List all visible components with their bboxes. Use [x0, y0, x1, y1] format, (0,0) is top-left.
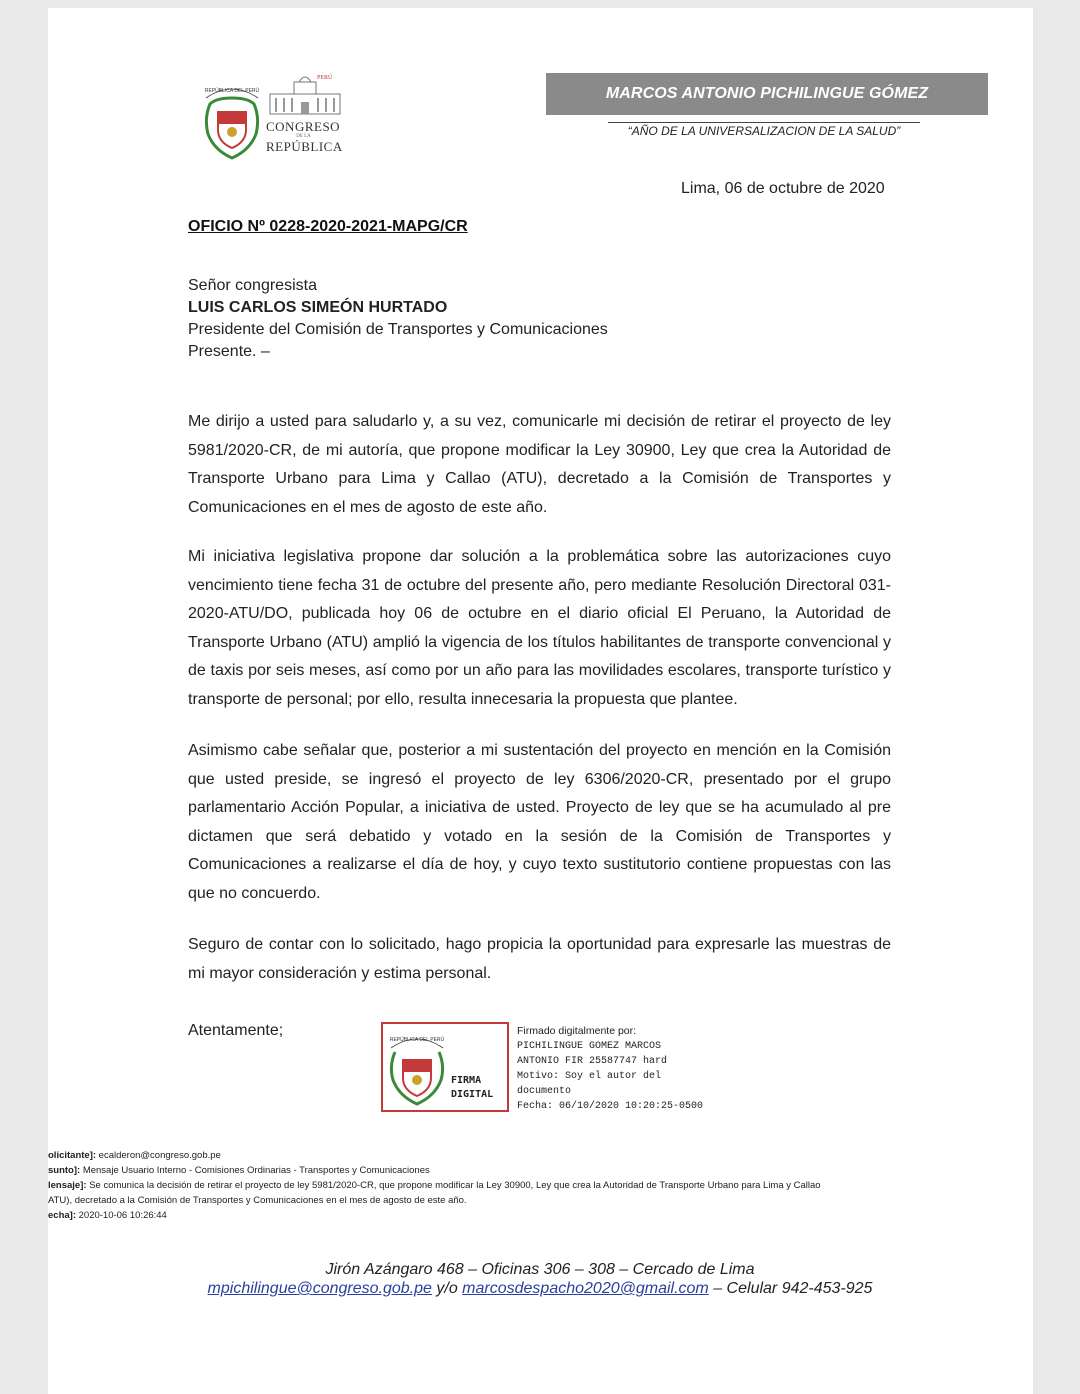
signer-line-2: ANTONIO FIR 25587747 hard — [517, 1056, 668, 1067]
recipient-presente: Presente. – — [188, 343, 270, 360]
oficio-number: OFICIO Nº 0228-2020-2021-MAPG/CR — [188, 218, 468, 235]
email-metadata — [48, 1148, 988, 1223]
svg-text:REPÚBLICA DEL PERÚ: REPÚBLICA DEL PERÚ — [204, 88, 260, 94]
signer-line-1: PICHILINGUE GOMEZ MARCOS — [517, 1041, 662, 1052]
meta-fecha: echa]: 2020-10-06 10:26:44 — [48, 1210, 167, 1221]
body-paragraph: Mi iniciativa legislativa propone dar solución a la problemática sobre las autorizaciones cuyo vencimiento tiene fecha 31 de octubre del presente año, pero mediante Resolución Directoral 031-2020-ATU/DO, publicada hoy 06 de octubre en el diario oficial El Peruano, la Autoridad de Transporte Urbano (ATU) amplió la vigencia de los títulos habilitantes de transporte convencional y de taxis por seis meses, así como por un año para las movilidades escolares, transporte turístico y transporte de personal; por ello, resulta innecesaria la propuesta que plantee. — [188, 548, 891, 708]
signature-date: Fecha: 06/10/2020 10:20:25-0500 — [517, 1101, 704, 1112]
email-link-congreso[interactable]: mpichilingue@congreso.gob.pe — [207, 1280, 432, 1297]
peru-seal-icon — [385, 1028, 449, 1108]
recipient-name: LUIS CARLOS SIMEÓN HURTADO — [188, 299, 448, 316]
motivo-line-2: documento — [517, 1086, 572, 1097]
logo-peru-label: PERÚ — [317, 75, 333, 81]
recipient-block — [188, 275, 608, 363]
digital-signature-stamp — [381, 1022, 509, 1112]
footer-phone: – Celular 942-453-925 — [708, 1280, 873, 1297]
recipient-salutation: Señor congresista — [188, 277, 317, 294]
svg-text:REPÚBLICA DEL PERÚ: REPÚBLICA DEL PERÚ — [389, 1037, 445, 1043]
body-paragraph: Me dirijo a usted para saludarlo y, a su vez, comunicarle mi decisión de retirar el proyecto de ley 5981/2020-CR, de mi autoría, que propone modificar la Ley 30900, Ley que crea la Autoridad de Transporte Urbano para Lima y Callao (ATU), decretado a la Comisión de Transportes y Comunicaciones en el mes de agosto de este año. — [188, 413, 891, 516]
meta-asunto: sunto]: Mensaje Usuario Interno - Comisiones Ordinarias - Transportes y Comunicaciones — [48, 1165, 430, 1176]
footer-address: Jirón Azángaro 468 – Oficinas 306 – 308 – Cercado de Lima — [325, 1261, 755, 1278]
congreso-logo — [200, 72, 350, 162]
digital-label: DIGITAL — [451, 1089, 494, 1100]
motivo-line-1: Motivo: Soy el autor del — [517, 1071, 662, 1082]
email-link-gmail[interactable]: marcosdespacho2020@gmail.com — [462, 1280, 709, 1297]
signature-label: Firmado digitalmente por: — [517, 1025, 637, 1037]
body-paragraph: Asimismo cabe señalar que, posterior a mi sustentación del proyecto en mención en la Comisión que usted preside, se ingresó el proyecto de ley 6306/2020-CR, presentado por el grupo parlamentario Acción Popular, a iniciativa de usted. Proyecto de ley que se ha acumulado al pre dictamen que será debatido y votado en la sesión de la Comisión de Transportes y Comunicaciones a realizarse el día de hoy, y cuyo texto sustitutorio contiene propuestas con las que no concuerdo. — [188, 742, 891, 902]
closing-text: Atentamente; — [188, 1022, 284, 1039]
firma-digital-label — [451, 1074, 493, 1102]
meta-mensaje: lensaje]: Se comunica la decisión de retirar el proyecto de ley 5981/2020-CR, que propone modificar la Ley 30900, Ley que crea la Autoridad de Transporte Urbano para Lima y Callao — [48, 1180, 821, 1191]
peru-coat-of-arms-icon — [200, 78, 264, 162]
logo-de-la: DE LA — [296, 134, 311, 139]
firma-label: FIRMA — [451, 1075, 482, 1086]
congressman-name-banner: MARCOS ANTONIO PICHILINGUE GÓMEZ — [546, 73, 988, 115]
meta-mensaje-cont: ATU), decretado a la Comisión de Transportes y Comunicaciones en el mes de agosto de este año. — [48, 1195, 467, 1206]
footer-contact — [0, 1280, 1080, 1298]
recipient-position: Presidente del Comisión de Transportes y Comunicaciones — [188, 321, 608, 338]
body-paragraph: Seguro de contar con lo solicitado, hago propicia la oportunidad para expresarle las muestras de mi mayor consideración y estima personal. — [188, 936, 891, 982]
logo-text — [266, 120, 343, 153]
year-motto: “AÑO DE LA UNIVERSALIZACION DE LA SALUD” — [608, 122, 920, 138]
letter-date: Lima, 06 de octubre de 2020 — [681, 180, 885, 197]
logo-congreso: CONGRESO — [266, 119, 341, 134]
signature-info — [517, 1024, 717, 1114]
meta-solicitante: olicitante]: ecalderon@congreso.gob.pe — [48, 1150, 221, 1161]
footer-yo: y/o — [431, 1280, 463, 1297]
logo-republica: REPÚBLICA — [266, 139, 343, 154]
